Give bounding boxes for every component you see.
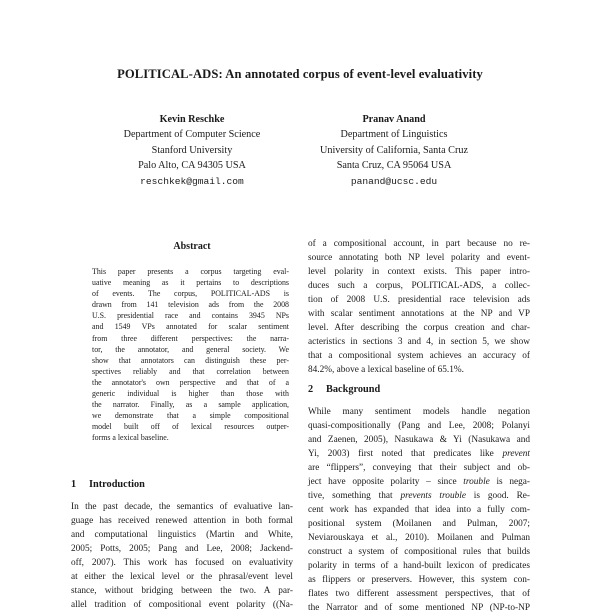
body-line: tive, something that prevents trouble is good. Re-	[308, 491, 530, 501]
body-line: flates two different assessment perspectives, that of	[308, 589, 530, 599]
paper-title: POLITICAL-ADS: An annotated corpus of event-level evaluativity	[117, 67, 483, 81]
abstract-line: drawn from 141 television ads from the 2008	[92, 300, 289, 310]
body-line: ject have opposite polarity – since trouble is nega-	[308, 477, 530, 487]
abstract-line: model built off of lexical resources outper-	[92, 422, 289, 432]
body-line: acteristics in sections 3 and 4, in section 5, we show	[308, 337, 530, 347]
author-address: Palo Alto, CA 94305 USA	[138, 160, 246, 172]
body-line: quasi-compositionally (Pang and Lee, 2008; Polanyi	[308, 421, 530, 431]
body-line: source annotating both NP level polarity and event-	[308, 253, 530, 263]
abstract-line: of events. The corpus, POLITICAL-ADS is	[92, 289, 289, 299]
body-line: with scalar sentiment annotations at the NP and VP	[308, 309, 530, 319]
author-block	[92, 112, 292, 189]
section-number: 1	[71, 479, 77, 490]
abstract-line: tor, the annotator, and general society. We	[92, 344, 289, 354]
body-line: guage has received renewed attention in both formal	[71, 516, 293, 526]
abstract-line: forms a lexical baseline.	[92, 433, 169, 443]
author-name: Pranav Anand	[362, 114, 426, 125]
abstract-line: generic individual is higher than those with	[92, 389, 289, 399]
body-line: Yi, 2003) first noted that predicates like prevent	[308, 449, 530, 459]
body-line: allel tradition of compositional event polarity ((Na-	[71, 600, 293, 610]
abstract-line: uative meaning as it pertains to descriptions	[92, 278, 289, 288]
section-number: 2	[308, 384, 314, 395]
author-department: Department of Linguistics	[340, 129, 448, 141]
abstract-line: we demonstrate that a simple compositional	[92, 411, 289, 421]
body-line: Neviarouskaya et al., 2010). Moilanen and Pulman	[308, 533, 530, 543]
body-line: off, 2007). This work has focused on evaluativity	[71, 558, 293, 568]
body-line: 84.2%, above a lexical baseline of 65.1%.	[308, 365, 464, 375]
right-column-continuation	[308, 237, 530, 377]
section-heading-introduction	[71, 479, 145, 490]
body-line: While many sentiment models handle negation	[308, 407, 530, 417]
section-heading-background	[308, 384, 380, 395]
abstract-line: U.S. presidential race and contains 3945 NPs	[92, 311, 289, 321]
body-line: level. After describing the corpus creation and char-	[308, 323, 530, 333]
author-institution: Stanford University	[151, 144, 233, 156]
body-line: and Zaenen, 2005), Nasukawa & Yi (Nasukawa and	[308, 435, 530, 445]
body-line: the Narrator and of some mentioned NP (NP-to-NP	[308, 603, 530, 613]
abstract-line: spectives reliably and that correlation between	[92, 366, 289, 376]
author-institution: University of California, Santa Cruz	[320, 144, 468, 156]
body-line: of a compositional account, in part because no re-	[308, 239, 530, 249]
abstract-line: from three different perspectives: the narra-	[92, 333, 289, 343]
abstract-line: show that annotators can distinguish these per-	[92, 355, 289, 365]
abstract-line: the narrator. Finally, as a sample application,	[92, 400, 289, 410]
body-line: are “flippers”, conveying that their subject and ob-	[308, 463, 530, 473]
body-line: and computational linguistics (Martin and White,	[71, 530, 293, 540]
body-line: level polarity in context exists. This paper intro-	[308, 267, 530, 277]
body-line: at either the lexical level or the phrasal/event level	[71, 572, 293, 582]
author-address: Santa Cruz, CA 95064 USA	[336, 160, 452, 172]
body-line: stance, without bridging between the two. A par-	[71, 586, 293, 596]
abstract-heading: Abstract	[173, 241, 211, 252]
abstract-body	[92, 266, 289, 444]
abstract-line: This paper presents a corpus targeting eval-	[92, 267, 289, 276]
author-email: panand@ucsc.edu	[350, 175, 438, 187]
author-department: Department of Computer Science	[123, 129, 261, 141]
body-line: cent work has expanded that idea into a fully com-	[308, 505, 530, 515]
body-line: 2005; Potts, 2005; Pang and Lee, 2008; Jackend-	[71, 544, 293, 554]
background-body	[308, 405, 530, 615]
abstract-line: and 1549 VPs annotated for scalar sentiment	[92, 322, 289, 332]
body-line: tion of 2008 U.S. presidential race television ads	[308, 295, 530, 305]
section-title: Background	[326, 384, 381, 395]
body-line: construct a system of compositional rules that builds	[308, 547, 530, 557]
section-title: Introduction	[89, 479, 145, 490]
introduction-body	[71, 500, 293, 612]
body-line: polarity in terms of a hand-built lexicon of predicates	[308, 561, 530, 571]
author-block	[294, 112, 494, 189]
body-line: duces such a corpus, POLITICAL-ADS, a collec-	[308, 281, 530, 291]
author-name: Kevin Reschke	[159, 114, 225, 125]
body-line: that a compositional system achieves an accuracy of	[308, 351, 530, 361]
abstract-line: the annotator's own perspective and that of a	[92, 377, 289, 387]
body-line: positional system (Moilanen and Pulman, 2007;	[308, 519, 530, 529]
body-line: as flippers or preservers. However, this system con-	[308, 575, 530, 585]
author-email: reschkek@gmail.com	[140, 175, 244, 187]
body-line: In the past decade, the semantics of evaluative lan-	[71, 502, 293, 512]
